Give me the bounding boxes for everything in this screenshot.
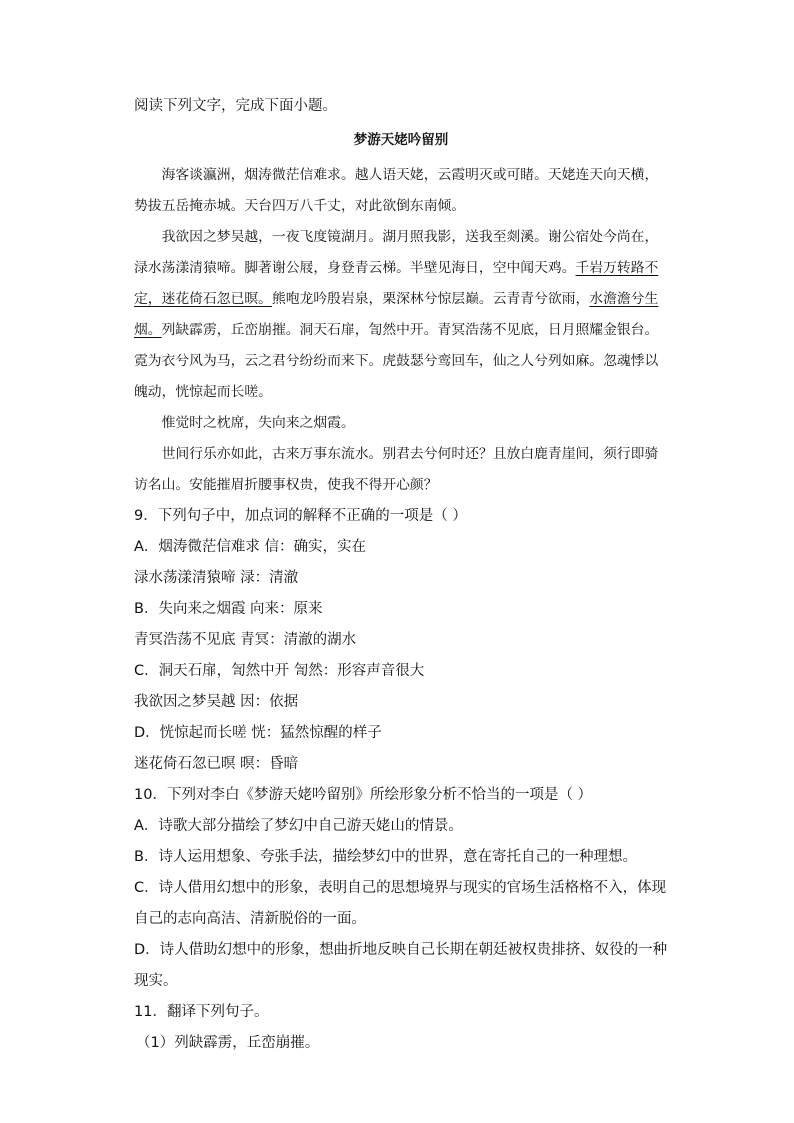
reading-instruction: 阅读下列文字，完成下面小题。 <box>134 98 337 114</box>
question-9-stem: 9．下列句子中，加点词的解释不正确的一项是（ ） <box>134 508 467 524</box>
poem-text: 熊咆龙吟殷岩泉，栗深林兮惊层巅。云青青兮欲雨， <box>271 291 590 307</box>
question-10-option-b: B．诗人运用想象、夸张手法，描绘梦幻中的世界，意在寄托自己的一种理想。 <box>134 849 637 865</box>
underlined-sentence: 千岩万转路不定，迷花倚石忽已暝。 <box>134 260 659 307</box>
poem-text: 列缺霹雳，丘峦崩摧。洞天石扉，訇然中开。青冥浩荡不见底，日月照耀金银台。霓为衣兮风为马，云之君兮纷纷而来下。虎鼓瑟兮鸾回车，仙之人兮列如麻。忽魂悸以魄动，恍惊起而长嗟。 <box>134 322 659 400</box>
poem-text: 我欲因之梦吴越，一夜飞度镜湖月。湖月照我影，送我至剡溪。谢公宿处今尚在，渌水荡漾清猿啼。脚著谢公屐，身登青云梯。半壁见海日，空中闻天鸡。 <box>134 229 659 276</box>
question-9-option-line: 青冥浩荡不见底 青冥：清澈的湖水 <box>134 632 357 648</box>
question-11-stem: 11．翻译下列句子。 <box>134 1004 269 1020</box>
poem-paragraph-2 <box>134 222 668 408</box>
underlined-sentence: 水澹澹兮生烟。 <box>134 291 659 338</box>
poem-title: 梦游天姥吟留别 <box>353 132 449 148</box>
poem-paragraph-1: 海客谈瀛洲，烟涛微茫信难求。越人语天姥，云霞明灭或可睹。天姥连天向天横，势拔五岳掩赤城。天台四万八千丈，对此欲倒东南倾。 <box>134 167 659 214</box>
question-9-option-line: C．洞天石扉，訇然中开 訇然：形容声音很大 <box>134 663 425 679</box>
question-9-option-line: B．失向来之烟霞 向来：原来 <box>134 601 323 617</box>
question-10-option-a: A．诗歌大部分描绘了梦幻中自己游天姥山的情景。 <box>134 818 463 834</box>
question-9-option-line: 我欲因之梦吴越 因：依据 <box>134 694 299 710</box>
question-10-option-c: C．诗人借用幻想中的形象，表明自己的思想境界与现实的官场生活格格不入，体现自己的志向高洁、清新脱俗的一面。 <box>134 880 667 927</box>
question-9-option-line: 渌水荡漾清猿啼 渌：清澈 <box>134 570 299 586</box>
poem-paragraph-3: 惟觉时之枕席，失向来之烟霞。 <box>161 415 355 431</box>
question-11-sentence-1: （1）列缺霹雳，丘峦崩摧。 <box>136 1035 320 1051</box>
poem-paragraph-4: 世间行乐亦如此，古来万事东流水。别君去兮何时还？且放白鹿青崖间，须行即骑访名山。安能摧眉折腰事权贵，使我不得开心颜？ <box>134 446 659 493</box>
question-9-option-line: A．烟涛微茫信难求 信：确实，实在 <box>134 539 367 555</box>
question-10-stem: 10．下列对李白《梦游天姥吟留别》所绘形象分析不恰当的一项是（ ） <box>134 787 593 803</box>
question-9-option-line: D．恍惊起而长嗟 恍：猛然惊醒的样子 <box>134 725 382 741</box>
question-9-option-line: 迷花倚石忽已暝 暝：昏暗 <box>134 756 299 772</box>
question-10-option-d: D．诗人借助幻想中的形象，想曲折地反映自己长期在朝廷被权贵排挤、奴役的一种现实。 <box>134 942 668 989</box>
